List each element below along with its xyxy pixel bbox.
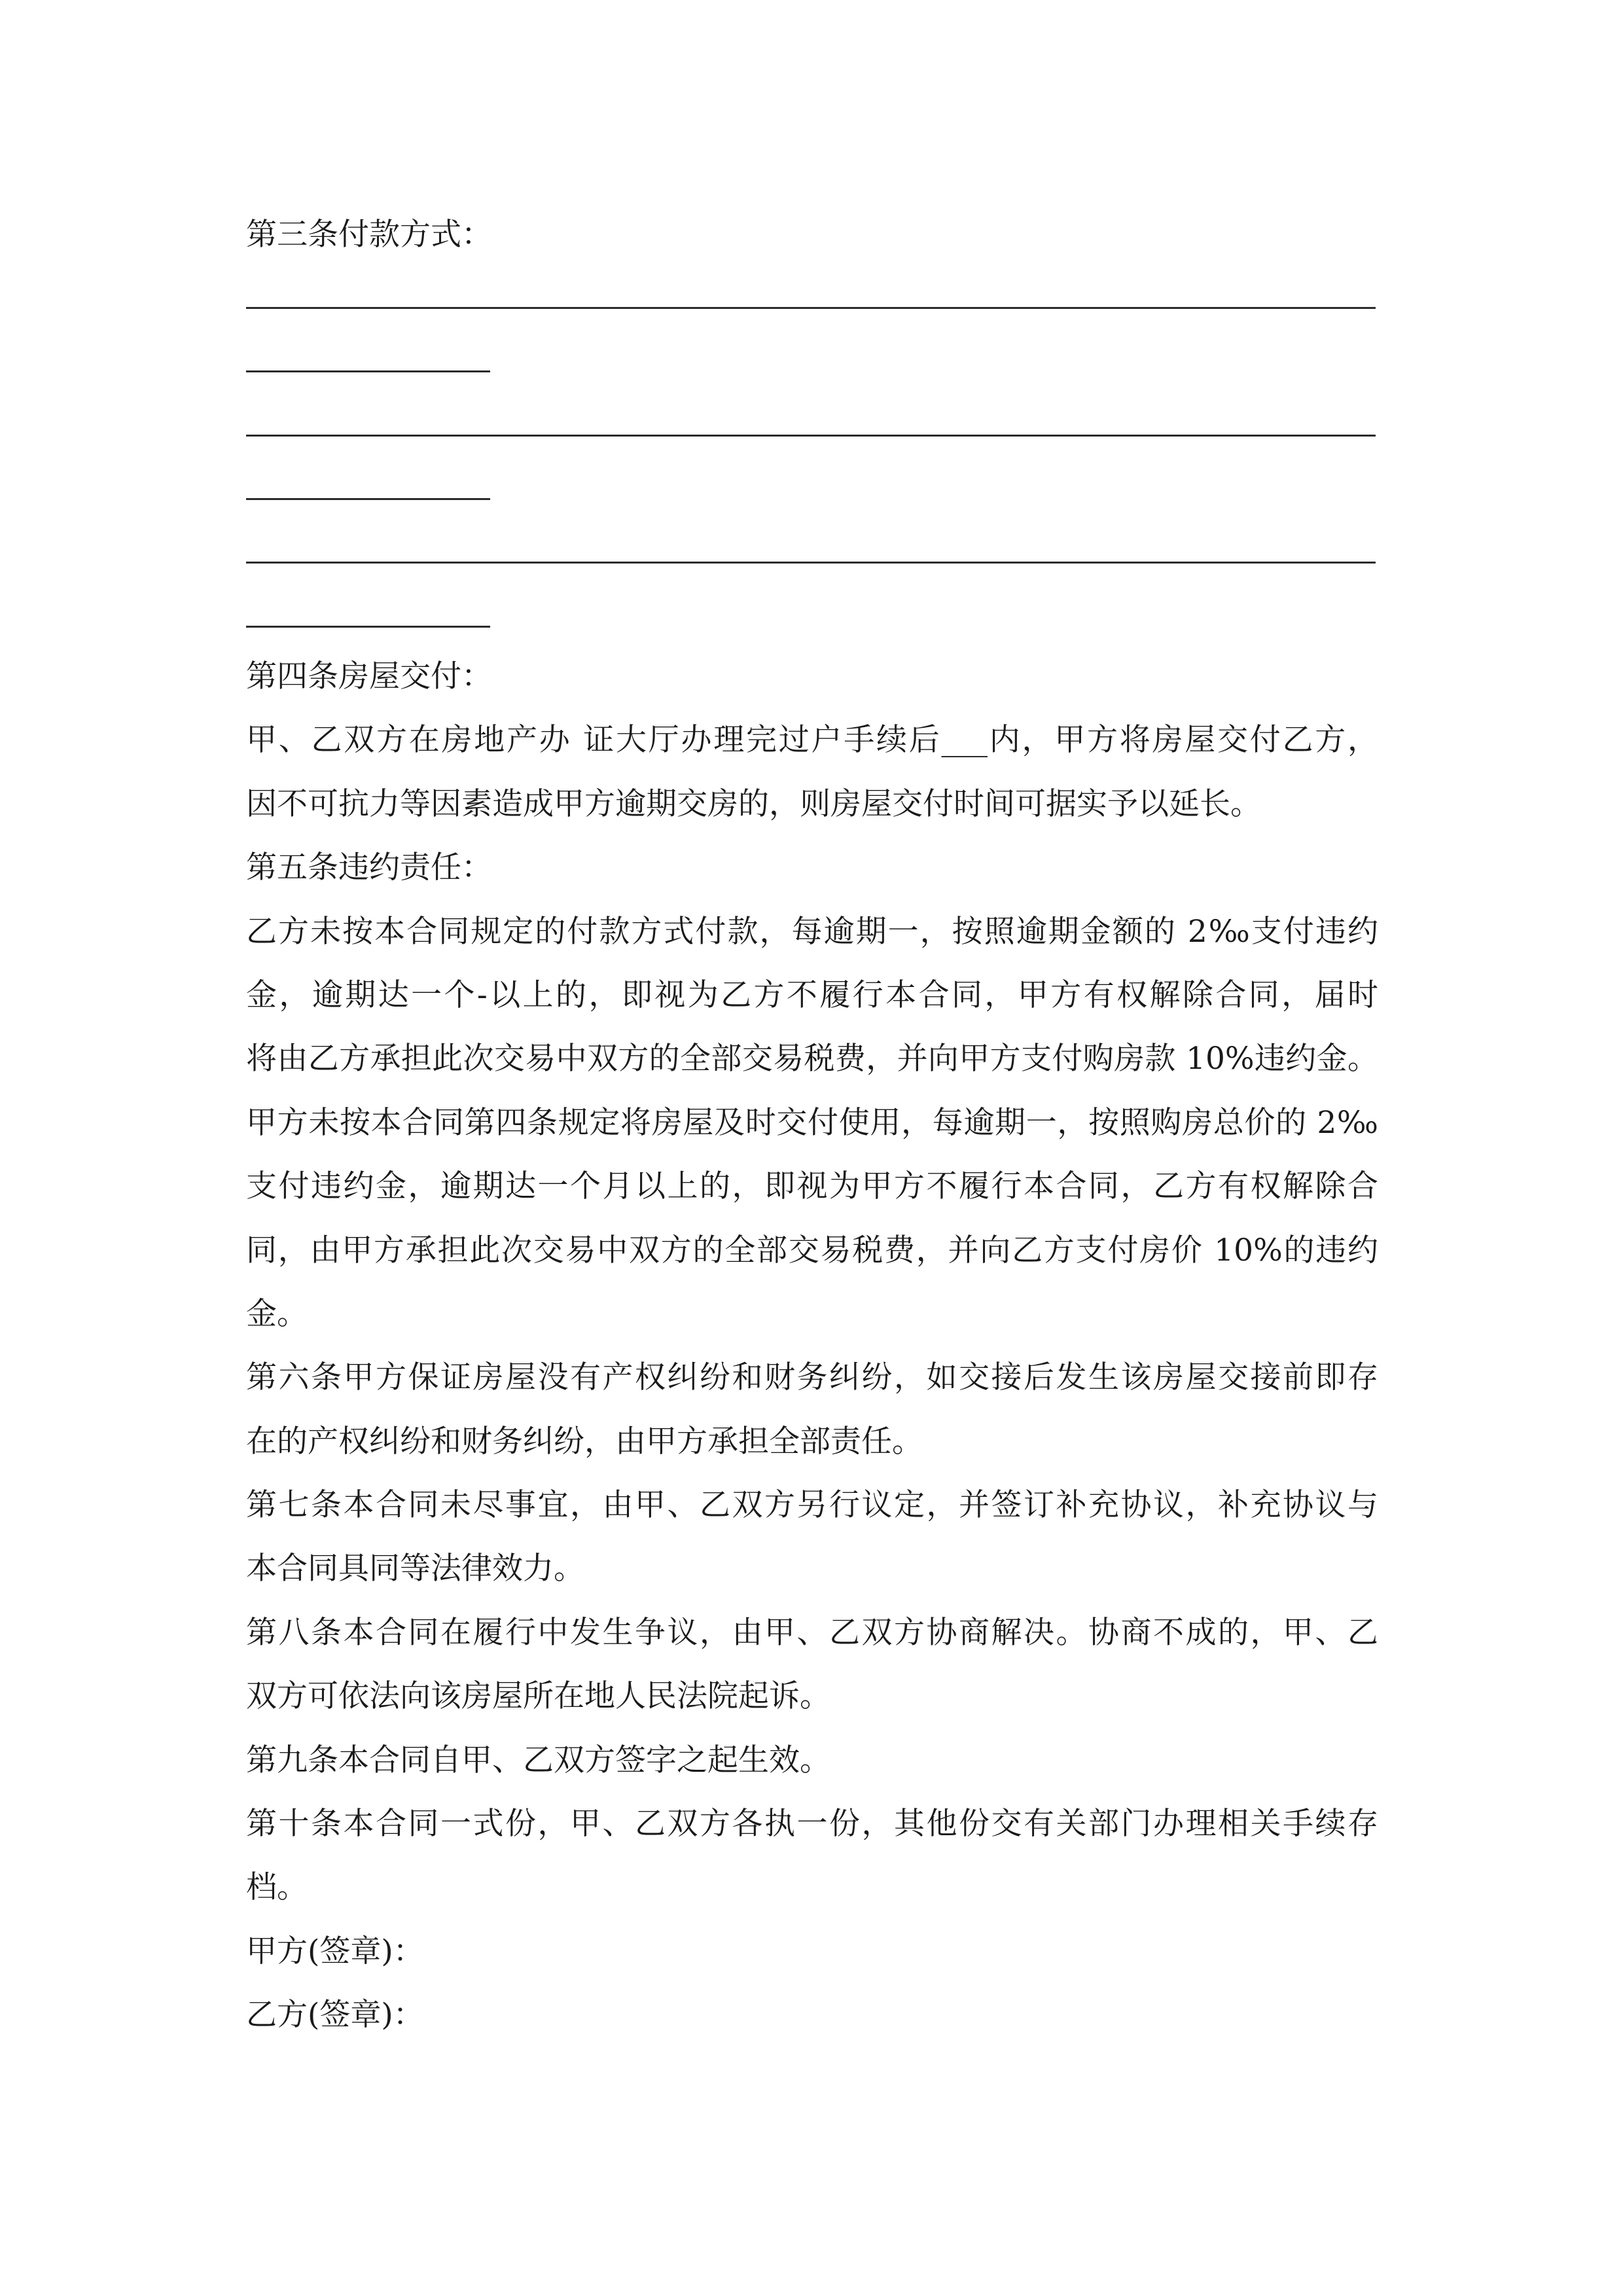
paragraph-line: 同，由甲方承担此次交易中双方的全部交易税费，并向乙方支付房价 10%的违约	[246, 1232, 1378, 1268]
blank-line	[246, 498, 490, 500]
paragraph-line: 支付违约金，逾期达一个月以上的，即视为甲方不履行本合同，乙方有权解除合	[246, 1168, 1378, 1205]
paragraph-line: 档。	[246, 1869, 308, 1906]
paragraph-line: 第六条甲方保证房屋没有产权纠纷和财务纠纷，如交接后发生该房屋交接前即存	[246, 1359, 1378, 1396]
paragraph-line: 乙方未按本合同规定的付款方式付款，每逾期一，按照逾期金额的 2‰支付违约	[246, 913, 1378, 950]
paragraph-line: 第八条本合同在履行中发生争议，由甲、乙双方协商解决。协商不成的，甲、乙	[246, 1614, 1378, 1651]
blank-line	[246, 435, 1376, 437]
paragraph-line: 金，逾期达一个-以上的，即视为乙方不履行本合同，甲方有权解除合同，届时	[246, 977, 1378, 1013]
paragraph-line: 金。	[246, 1295, 308, 1332]
paragraph-line: 甲方未按本合同第四条规定将房屋及时交付使用，每逾期一，按照购房总价的 2‰	[246, 1104, 1378, 1141]
party-a-signature-label: 甲方(签章)：	[246, 1933, 424, 1969]
article3-title: 第三条付款方式：	[246, 217, 492, 253]
paragraph-line: 第十条本合同一式份，甲、乙双方各执一份，其他份交有关部门办理相关手续存	[246, 1806, 1378, 1842]
paragraph-line: 甲、乙双方在房地产办 证大厅办理完过户手续后___内，甲方将房屋交付乙方，	[246, 722, 1378, 759]
party-b-signature-label: 乙方(签章)：	[246, 1997, 424, 2034]
blank-line	[246, 307, 1376, 309]
paragraph-line: 本合同具同等法律效力。	[246, 1551, 584, 1587]
paragraph-line: 在的产权纠纷和财务纠纷，由甲方承担全部责任。	[246, 1423, 923, 1460]
blank-line	[246, 370, 490, 372]
article5-title: 第五条违约责任：	[246, 850, 492, 886]
paragraph-line: 双方可依法向该房屋所在地人民法院起诉。	[246, 1678, 830, 1715]
blank-line	[246, 626, 490, 628]
article4-title: 第四条房屋交付：	[246, 658, 492, 694]
paragraph-line: 第九条本合同自甲、乙双方签字之起生效。	[246, 1742, 830, 1778]
blank-line	[246, 562, 1376, 564]
paragraph-line: 因不可抗力等因素造成甲方逾期交房的，则房屋交付时间可据实予以延长。	[246, 785, 1261, 822]
paragraph-line: 第七条本合同未尽事宜，由甲、乙双方另行议定，并签订补充协议，补充协议与	[246, 1487, 1378, 1524]
paragraph-line: 将由乙方承担此次交易中双方的全部交易税费，并向甲方支付购房款 10%违约金。	[246, 1041, 1378, 1077]
contract-body	[246, 645, 1378, 2047]
